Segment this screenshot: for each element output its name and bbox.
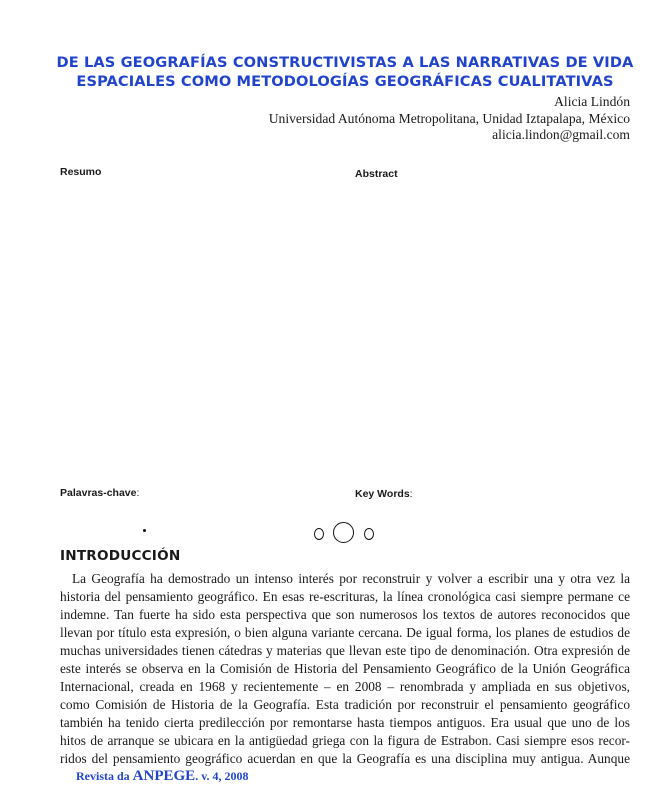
body-line: Internacional, creada en 1968 y recientemente – en 2008 – renombrada y ampliada en sus objetivos, xyxy=(60,679,630,695)
title-line-2: ESPACIALES COMO METODOLOGÍAS GEOGRÁFICAS CUALITATIVAS xyxy=(76,73,614,90)
body-line: llevan por título esta expresión, o bien alguna variante cercana. De igual forma, los planes de estudios de xyxy=(60,625,630,641)
body-line: también ha tenido cierta predilección por remontarse hasta tiempos antiguos. Era usual que uno de los xyxy=(60,715,630,731)
section-body xyxy=(60,570,630,769)
body-line: La Geografía ha demostrado un intenso interés por reconstruir y volver a escribir una y otra vez la xyxy=(72,571,630,586)
author-block xyxy=(269,94,630,144)
body-line: indemne. Tan fuerte ha sido esta perspectiva que son numerosos los textos de autores reconocidos que xyxy=(60,607,630,623)
palavras-chave-label-text: Palavras-chave xyxy=(60,487,137,499)
key-words-label xyxy=(355,488,413,500)
palavras-chave-label xyxy=(60,487,139,499)
small-circle-right xyxy=(364,528,374,540)
body-line: este interés se observa en la Comisión de Historia del Pensamiento Geográfico de la Unión Geográfica xyxy=(60,661,630,677)
author-name: Alicia Lindón xyxy=(554,94,630,109)
body-line: hitos de arranque se ubicara en la antigüedad griega con la figura de Estrabon. Casi siempre esos recor- xyxy=(60,733,630,749)
footer-suffix: . v. 4, 2008 xyxy=(195,769,249,783)
body-line: historia del pensamiento geográfico. En esas re-escrituras, la línea cronológica casi siempre permane ce xyxy=(60,589,630,605)
body-line: como Comisión de Historia de la Geografía. Esta tradición por reconstruir el pensamiento geográfico xyxy=(60,697,630,713)
journal-footer xyxy=(76,768,249,785)
abstract-label-text: Abstract xyxy=(355,168,398,180)
abstract-label xyxy=(355,168,398,180)
key-words-colon: : xyxy=(409,488,413,500)
section-heading: INTRODUCCIÓN xyxy=(60,548,181,564)
title-line-1: DE LAS GEOGRAFÍAS CONSTRUCTIVISTAS A LAS NARRATIVAS DE VIDA xyxy=(56,54,634,71)
bullet-dot xyxy=(143,529,146,532)
large-circle xyxy=(333,522,354,543)
resumo-label-text: Resumo xyxy=(60,166,102,178)
body-line: muchas universidades tienen cátedras y materias que llevan este tipo de denominación. Otra expresión de xyxy=(60,643,630,659)
small-circle-left xyxy=(314,528,324,540)
palavras-chave-colon: : xyxy=(136,487,140,499)
resumo-label xyxy=(60,166,101,178)
footer-journal-name: ANPEGE xyxy=(132,768,196,784)
author-email: alicia.lindon@gmail.com xyxy=(492,127,630,142)
body-line: ridos del pensamiento geográfico acuerdan en que la Geografía es una disciplina muy antigua. Aunque xyxy=(60,751,630,767)
paper-title xyxy=(40,53,650,91)
key-words-label-text: Key Words xyxy=(355,488,410,500)
footer-prefix: Revista da xyxy=(76,769,133,783)
author-affiliation: Universidad Autónoma Metropolitana, Unidad Iztapalapa, México xyxy=(268,110,630,126)
